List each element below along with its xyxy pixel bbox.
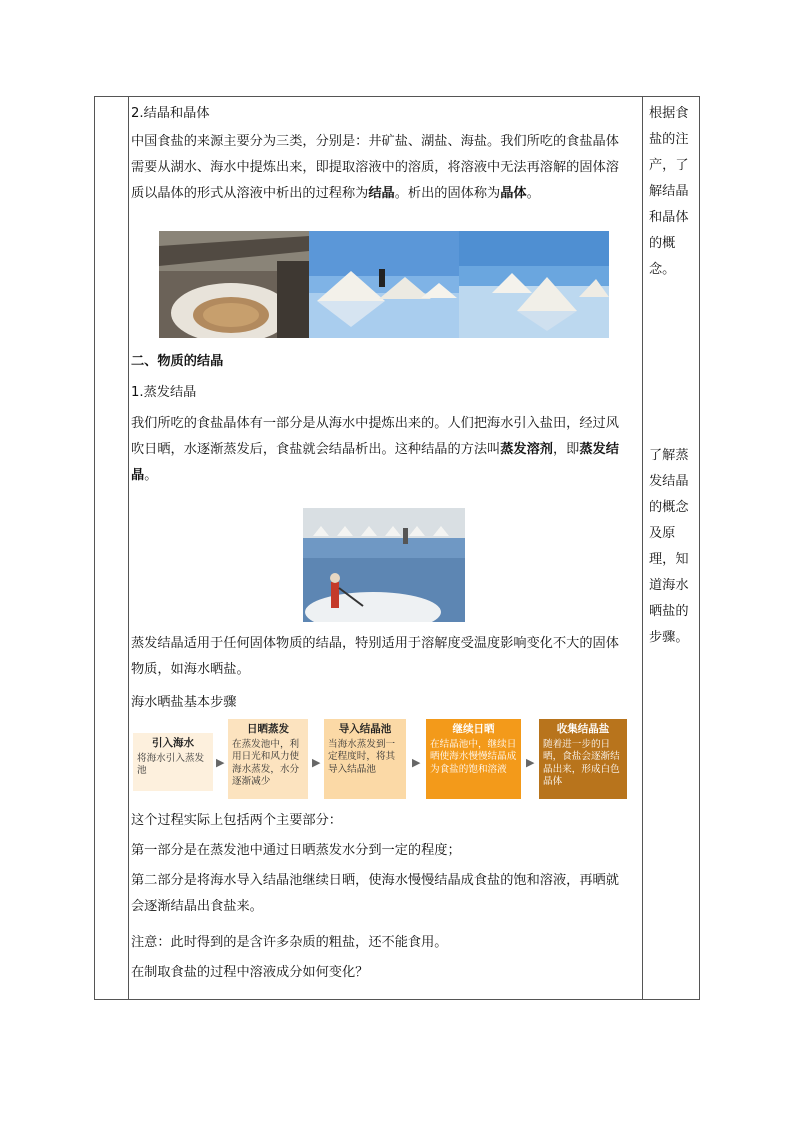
salt-photos-image (159, 231, 609, 338)
paragraph-evaporation-usage: 蒸发结晶适用于任何固体物质的结晶，特别适用于溶解度受温度影响变化不大的固体物质，如海水晒盐。 (131, 636, 619, 677)
steps-title: 海水晒盐基本步骤 (131, 695, 237, 710)
paragraph-evaporation: 我们所吃的食盐晶体有一部分是从海水中提炼出来的。人们把海水引入盐田，经过风吹日晒，水逐渐蒸发后，食盐就会结晶析出。这种结晶的方法叫蒸发溶剂，即蒸发结晶。 (131, 416, 619, 483)
term-evaporate-solvent: 蒸发溶剂 (500, 442, 553, 457)
term-evaporation-crystallization: 蒸发结晶 (131, 442, 619, 483)
term-crystal: 晶体 (500, 186, 527, 201)
flow-step-4: 继续日晒 在结晶池中，继续日晒使海水慢慢结晶成为食盐的饱和溶液 (426, 719, 521, 799)
salt-steps-flowchart (131, 719, 631, 801)
salt-field-image (303, 508, 465, 622)
flow-step-1: 引入海水 将海水引入蒸发池 (133, 733, 213, 791)
lesson-table (94, 96, 700, 1000)
salt-field-photo (303, 508, 465, 622)
column-divider-left (128, 97, 129, 999)
heading-crystallization-of-matter: 二、物质的结晶 (131, 354, 224, 369)
paragraph-salt-sources: 中国食盐的来源主要分为三类，分别是：井矿盐、湖盐、海盐。我们所吃的食盐晶体需要从湖水、海水中提炼出来，即提取溶液中的溶质，将溶液中无法再溶解的固体溶质以晶体的形式从溶液中析出的过程称为结晶。析出的固体称为晶体。 (131, 134, 619, 201)
column-divider-right (642, 97, 643, 999)
salt-photos-strip (159, 231, 609, 338)
paragraph-part-two: 第二部分是将海水导入结晶池继续日晒，使海水慢慢结晶成食盐的饱和溶液，再晒就会逐渐结晶出食盐来。 (131, 873, 619, 914)
heading-evaporation: 1.蒸发结晶 (131, 385, 197, 400)
arrow-icon: ▶ (412, 756, 421, 769)
term-crystallization: 结晶 (368, 186, 395, 201)
arrow-icon: ▶ (312, 756, 321, 769)
side-note-crystal: 根据食 盐的注 产，了 解结晶 和晶体 的概 念。 (649, 106, 689, 277)
side-note-evaporation: 了解蒸 发结晶 的概念 及原 理，知 道海水 晒盐的 步骤。 (649, 448, 689, 645)
flow-step-3: 导入结晶池 当海水蒸发到一定程度时，将其导入结晶池 (324, 719, 406, 799)
flow-step-5: 收集结晶盐 随着进一步的日晒，食盐会逐渐结晶出来，形成白色晶体 (539, 719, 627, 799)
heading-crystal: 2.结晶和晶体 (131, 106, 210, 121)
paragraph-question: 在制取食盐的过程中溶液成分如何变化？ (131, 965, 369, 980)
flow-step-2: 日晒蒸发 在蒸发池中，利用日光和风力使海水蒸发，水分逐渐减少 (228, 719, 308, 799)
paragraph-note: 注意：此时得到的是含许多杂质的粗盐，还不能食用。 (131, 935, 448, 950)
paragraph-two-parts: 这个过程实际上包括两个主要部分： (131, 813, 342, 828)
arrow-icon: ▶ (216, 756, 225, 769)
arrow-icon: ▶ (526, 756, 535, 769)
paragraph-part-one: 第一部分是在蒸发池中通过日晒蒸发水分到一定的程度； (131, 843, 461, 858)
